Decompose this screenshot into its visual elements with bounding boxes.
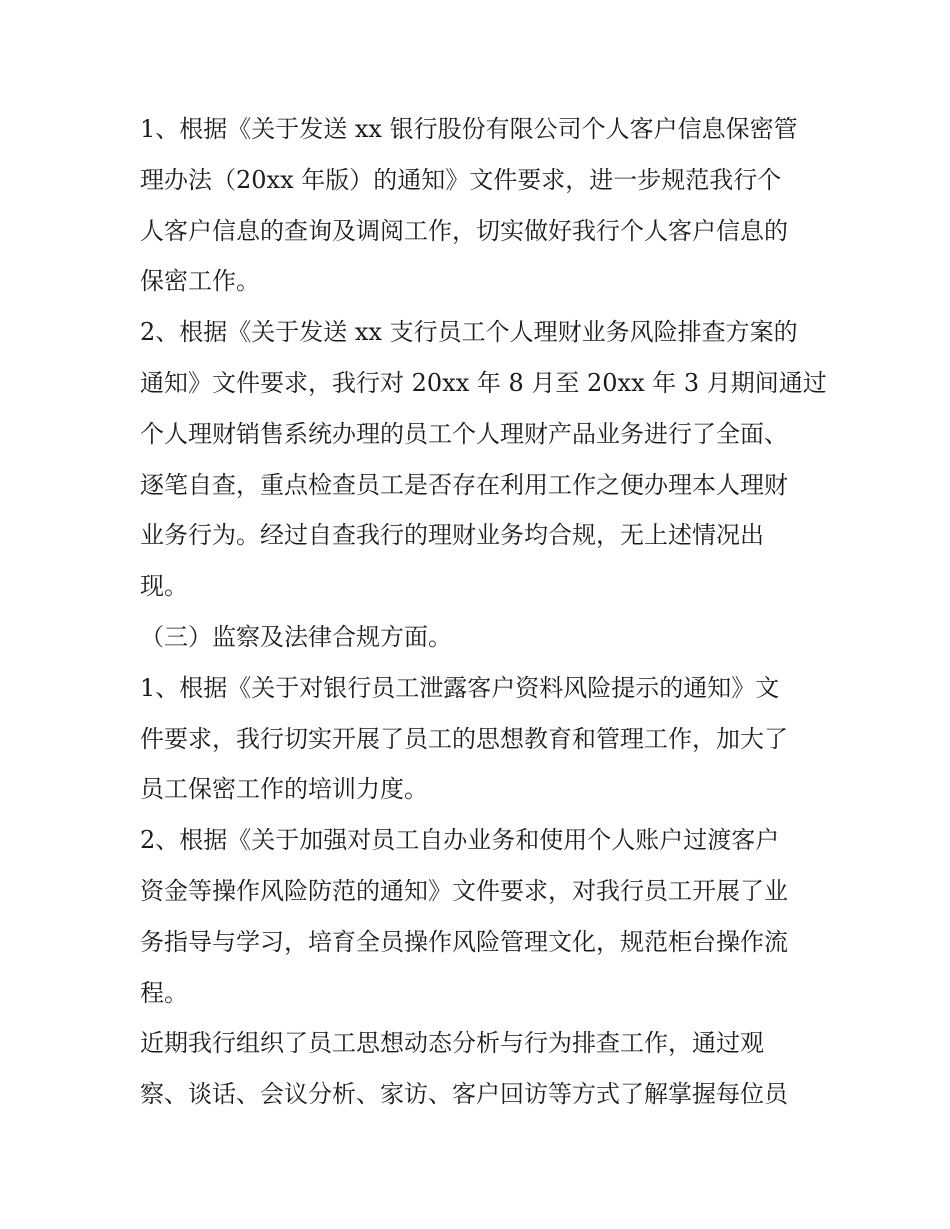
text-line: 2、根据《关于加强对员工自办业务和使用个人账户过渡客户 bbox=[140, 826, 780, 855]
text-line: 务指导与学习，培育全员操作风险管理文化，规范柜台操作流 bbox=[140, 927, 788, 956]
text-line: 逐笔自查，重点检查员工是否存在利用工作之便办理本人理财 bbox=[140, 470, 788, 499]
document-body bbox=[140, 104, 827, 1120]
text-line: 程。 bbox=[140, 978, 188, 1007]
text-line: 1、根据《关于发送 xx 银行股份有限公司个人客户信息保密管 bbox=[140, 115, 798, 143]
text-line: 资金等操作风险防范的通知》文件要求，对我行员工开展了业 bbox=[140, 876, 788, 905]
text-line: 近期我行组织了员工思想动态分析与行为排查工作，通过观 bbox=[140, 1029, 764, 1058]
text-line: 通知》文件要求，我行对 20xx 年 8 月至 20xx 年 3 月期间通过 bbox=[140, 368, 827, 397]
text-line: 人客户信息的查询及调阅工作，切实做好我行个人客户信息的 bbox=[140, 216, 788, 245]
text-line: 员工保密工作的培训力度。 bbox=[140, 775, 428, 804]
text-line: 个人理财销售系统办理的员工个人理财产品业务进行了全面、 bbox=[140, 419, 788, 448]
text-line: 理办法（20xx 年版）的通知》文件要求，进一步规范我行个 bbox=[140, 165, 782, 194]
text-line: 2、根据《关于发送 xx 支行员工个人理财业务风险排查方案的 bbox=[140, 318, 798, 347]
text-line: 现。 bbox=[140, 572, 188, 601]
text-line: 业务行为。经过自查我行的理财业务均合规，无上述情况出 bbox=[140, 521, 764, 550]
text-line: 察、谈话、会议分析、家访、客户回访等方式了解掌握每位员 bbox=[140, 1080, 788, 1109]
text-line: 1、根据《关于对银行员工泄露客户资料风险提示的通知》文 bbox=[140, 673, 780, 702]
text-line: 件要求，我行切实开展了员工的思想教育和管理工作，加大了 bbox=[140, 724, 788, 753]
text-line: 保密工作。 bbox=[140, 267, 260, 296]
section-heading: （三）监察及法律合规方面。 bbox=[140, 622, 452, 651]
